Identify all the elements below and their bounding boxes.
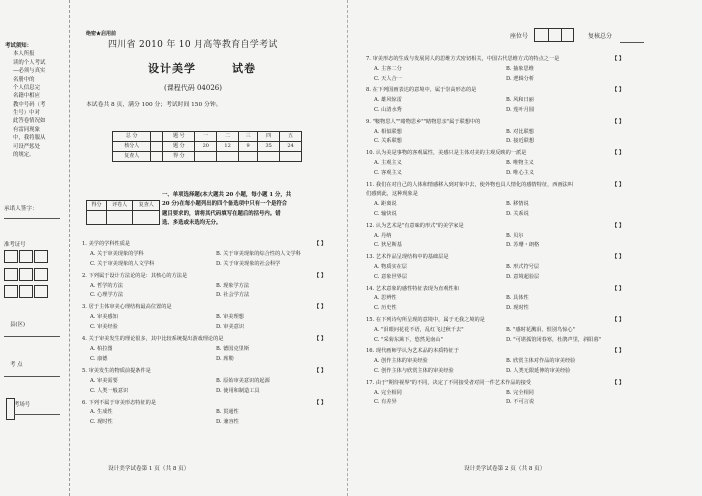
notice-line: 名籍中相应 [13, 93, 40, 100]
option-b[interactable]: B. 德国克里斯 [216, 345, 250, 352]
notice-line: 可设严惩处 [13, 143, 40, 150]
county-line[interactable] [4, 336, 60, 337]
option-c[interactable]: C. 康德 [90, 355, 108, 362]
cell: 20 [195, 142, 217, 152]
option-b[interactable]: B. 欣赏主体对作品的审美经验 [506, 358, 576, 365]
answer-bracket[interactable]: 【 】 [612, 87, 625, 94]
option-d[interactable]: D. 意境超验层 [506, 273, 540, 280]
option-b[interactable]: B. 具体性 [506, 295, 529, 302]
notice-line: 的规定。 [13, 151, 35, 158]
option-b[interactable]: B. 抽象思维 [506, 65, 534, 72]
option-b[interactable]: B. 完全相同 [506, 389, 534, 396]
venue-label: 考 点 [10, 362, 23, 368]
cell: 12 [217, 142, 239, 152]
option-c[interactable]: C. 意象世界层 [374, 273, 408, 280]
option-d[interactable]: D. 不可言说 [506, 399, 535, 406]
answer-bracket[interactable]: 【 】 [314, 336, 327, 343]
option-b[interactable]: B. 原始审美意识的起源 [216, 377, 270, 384]
page2-seat-label: 座位号 [510, 33, 529, 40]
answer-bracket[interactable]: 【 】 [612, 348, 625, 355]
answer-bracket[interactable]: 【 】 [612, 150, 625, 157]
cell: 复查人 [133, 201, 160, 211]
answer-bracket[interactable]: 【 】 [612, 118, 625, 125]
option-c[interactable]: C. 客观主义 [374, 169, 402, 176]
notice-line: 读的个人考试 [13, 59, 46, 66]
question-stem: 9. "鞍物思人""睹物思乡""睹物思亲"属于联想中的 [366, 118, 481, 125]
page2-footer: 设计美学试卷第 2 页（共 8 页） [464, 466, 546, 472]
option-d[interactable]: D. 席勒 [216, 355, 234, 362]
option-b[interactable]: B. 移情说 [506, 201, 529, 208]
notice-line: 中，我将服从 [13, 135, 46, 142]
cell: 24 [280, 142, 302, 152]
question-stem: 12. 认为艺术是"有意味的形式"的美学家是 [366, 222, 464, 229]
question-stem: 13. 艺术作品呈现结构中的基础层是 [366, 254, 449, 261]
option-a[interactable]: A. 完全相同 [374, 389, 402, 396]
answer-bracket[interactable]: 【 】 [612, 379, 625, 386]
option-b[interactable]: B. 审美理想 [216, 314, 244, 321]
question-stem: 10. 认为美是事物的客观属性，美感只是主体对美的主观反映的一派是 [366, 150, 527, 157]
option-c[interactable]: C. 现时性 [90, 419, 113, 426]
option-d[interactable]: D. 逻辑分析 [506, 75, 535, 82]
signature-line[interactable] [4, 218, 60, 219]
option-a[interactable]: A. 审美感知 [90, 314, 118, 321]
cell: 评卷人 [106, 201, 133, 211]
cell[interactable] [258, 152, 280, 162]
cell[interactable] [87, 211, 107, 225]
binding-sidebar [0, 0, 70, 496]
notice-lines [5, 50, 63, 159]
option-d[interactable]: D. 人类无限延伸的审美经验 [506, 367, 571, 374]
county-label: 县(区) [10, 322, 25, 328]
option-c[interactable]: C. 输快说 [374, 210, 397, 217]
question-stem: 8. 在下列国画表达的意境中，属于崇高形态的是 [366, 87, 477, 94]
seat-label: 考场号 [14, 402, 31, 408]
option-a[interactable]: A. 雄风惊雷 [374, 97, 402, 104]
exam-intro: 本试卷共 8 页，满分 100 分；考试时间 150 分钟。 [86, 102, 222, 108]
section-line: 20 分)在每小题列出的四个备选项中只有一个是符合 [162, 201, 288, 208]
option-d[interactable]: D. 兼容性 [216, 419, 239, 426]
notice-line: 个人信息完 [13, 84, 40, 91]
option-a[interactable]: A. 主客二分 [374, 65, 402, 72]
option-a[interactable]: A. 主观主义 [374, 159, 402, 166]
option-a[interactable]: A. 物质实在层 [374, 263, 407, 270]
cell: 35 [258, 142, 280, 152]
option-c[interactable]: C. 天人合一 [374, 75, 402, 82]
page2-reviewer-label: 复核总分 [588, 33, 613, 40]
section-line: 一、单项选择题(本大题共 20 小题，每小题 1 分，共 [162, 192, 292, 198]
cell: 核分人 [113, 142, 151, 152]
option-d[interactable]: D. 社会学方法 [216, 292, 250, 299]
option-a[interactable]: A. 柏拉图 [90, 345, 113, 352]
question-stem: 15. 在下列诗句所呈现的意境中，属于无我之境的是 [366, 317, 485, 323]
section-instructions [162, 191, 342, 229]
exam-notice [5, 42, 63, 159]
cell: 四 [258, 132, 280, 142]
answer-bracket[interactable]: 【 】 [314, 304, 327, 311]
question-stem: 4. 关于审美发生的理论很多，其中比较系统提出游戏理论的是 [82, 336, 224, 343]
option-d[interactable]: D. 莲叶月圆 [506, 106, 535, 113]
option-c[interactable]: C. 创作主体与欣赏主体的审美经验 [374, 367, 454, 374]
answer-bracket[interactable]: 【 】 [314, 399, 327, 406]
option-a[interactable]: A. "泪眼问花花不语，乱红飞过秋千去" [374, 326, 464, 333]
signature-label: 承诺人签字： [4, 206, 38, 212]
option-a[interactable]: A. 生成性 [90, 409, 113, 416]
cell: 题 号 [163, 132, 195, 142]
option-d[interactable]: D. 苏珊・朗格 [506, 242, 540, 249]
option-b[interactable]: B. 现象学方法 [216, 282, 250, 289]
cell[interactable] [239, 152, 258, 162]
answer-bracket[interactable]: 【 】 [314, 241, 327, 247]
option-d[interactable]: D. 唯心主义 [506, 169, 535, 176]
option-c[interactable]: C. 人类一般意识 [90, 387, 129, 394]
answer-bracket[interactable]: 【 】 [314, 272, 327, 279]
score-table [112, 131, 302, 162]
notice-line: 名册中的 [13, 76, 35, 83]
option-d[interactable]: D. 接近联想 [506, 138, 535, 145]
subject-title: 设计美学 [148, 62, 196, 75]
answer-bracket[interactable]: 【 】 [612, 285, 625, 292]
question-stem: 7. 审美形态的生成与发展同人的思维方式密切相关，中国古代思维方式的特点之一是 [366, 56, 560, 62]
paper-title: 试卷 [232, 62, 256, 75]
notice-line: 教中号码（考 [13, 101, 46, 108]
option-d[interactable]: D. 现时性 [506, 305, 529, 312]
question-stem: 17. 由于"期待视界"的不同，决定了不同接受者对同一件艺术作品的接受 [366, 379, 532, 386]
question-stem-cont: 们感到此，这种现象是 [366, 191, 418, 198]
venue-line[interactable] [4, 376, 60, 377]
cell[interactable] [217, 152, 239, 162]
option-b[interactable]: B. 贝尔 [506, 232, 524, 239]
option-a[interactable]: A. 审美需要 [90, 377, 118, 384]
option-c[interactable]: C. "采菊东篱下，悠然见南山" [374, 336, 443, 343]
course-code: (课程代码 04026) [164, 84, 222, 92]
section-line: 选、多选或未选均无分。 [162, 220, 222, 227]
seat-line[interactable] [14, 414, 60, 415]
cell: 二 [217, 132, 239, 142]
cell: 总 分 [113, 132, 151, 142]
cell[interactable] [133, 211, 160, 225]
option-a[interactable]: A. 丹纳 [374, 232, 392, 239]
cell: 三 [239, 132, 258, 142]
cell[interactable] [195, 152, 217, 162]
answer-bracket[interactable]: 【 】 [314, 367, 327, 374]
cell: 得 分 [163, 152, 195, 162]
notice-line: 生号）中对 [13, 110, 40, 116]
question-stem: 2. 下列属于设计方法论的是：其核心的方法是 [82, 272, 188, 279]
grader-table [86, 200, 160, 225]
question-stem: 5. 审美发生的物质前提条件是 [82, 367, 151, 374]
exam-no-label: 准考证号 [4, 242, 26, 248]
option-a[interactable]: A. 哲学的方法 [90, 282, 123, 289]
notice-line: 此答卷情况如 [13, 118, 46, 125]
option-a[interactable]: A. 创作主体的审美经验 [374, 358, 428, 365]
option-d[interactable]: D. 关于审美现象的社会科学 [216, 260, 281, 267]
option-b[interactable]: B. "感时花溅泪，恨别鸟惊心" [506, 326, 575, 333]
notice-line: —必须与真实 [13, 68, 46, 75]
option-c[interactable]: C. 有差异 [374, 399, 397, 406]
question-stem: 6. 下列不属于审美形态特征的是 [82, 399, 157, 406]
option-b[interactable]: B. 唯物主义 [506, 159, 534, 166]
exam-header: 四川省 2010 年 10 月高等教育自学考试 [108, 40, 278, 50]
question-stem: 16. 现代画师学认为艺术品的本质特征于 [366, 348, 459, 355]
option-b[interactable]: B. 形式符号层 [506, 263, 540, 270]
page2-reviewer-line[interactable] [620, 42, 644, 43]
option-b[interactable]: B. 关于审美现象的综合性的人文学科 [216, 250, 301, 257]
option-d[interactable]: D. 审美意识 [216, 324, 245, 331]
option-b[interactable]: B. 贯通性 [216, 409, 239, 416]
cell: 得分 [87, 201, 107, 211]
option-a[interactable]: A. 思辨性 [374, 295, 397, 302]
secret-mark: 绝密★启用前 [86, 31, 117, 37]
page-divider [347, 0, 348, 496]
cell: 一 [195, 132, 217, 142]
cell: 题 分 [163, 142, 195, 152]
notice-title: 考试须知： [5, 43, 32, 49]
option-c[interactable]: C. 关于审美现象的人文学科 [90, 260, 155, 267]
answer-bracket[interactable]: 【 】 [612, 317, 625, 323]
cell: 9 [239, 142, 258, 152]
question-stem: 1. 美学的学科性质是 [82, 241, 131, 247]
exam-no-boxes[interactable] [4, 250, 64, 301]
section-line: 题目要求的，请将其代码填写在题后的括号内。错 [162, 210, 281, 217]
answer-bracket[interactable]: 【 】 [612, 222, 625, 229]
question-stem: 3. 居于主体审美心理结构最高位置的是 [82, 304, 172, 311]
option-a[interactable]: A. 关于审美现象的学科 [90, 250, 144, 257]
option-c[interactable]: C. 山清水秀 [374, 106, 402, 113]
option-a[interactable]: A. 相似联想 [374, 128, 402, 135]
page1-footer: 设计美学试卷第 1 页（共 8 页） [108, 466, 190, 472]
question-stem: 14. 艺术意象的感性特征表现为直观性和 [366, 285, 459, 292]
option-d[interactable]: D. "可堪孤馆闭春寒，杜鹃声里，斜阳暮" [506, 336, 602, 343]
option-a[interactable]: A. 距离说 [374, 201, 397, 208]
option-d[interactable]: D. 关系说 [506, 210, 529, 217]
cell[interactable] [280, 152, 302, 162]
answer-bracket[interactable]: 【 】 [612, 254, 625, 261]
page2-seat-box[interactable] [534, 28, 574, 42]
cell[interactable] [106, 211, 133, 225]
question-stem: 11. 我们在对自己的人体和情感移入到对象中去，使外物也具人情化的感情特征，西画法叫 [366, 181, 574, 188]
answer-bracket[interactable]: 【 】 [612, 181, 625, 188]
notice-line: 本人所报 [13, 51, 35, 58]
cell: 复查人 [113, 152, 151, 162]
option-c[interactable]: C. 历史性 [374, 305, 397, 312]
option-b[interactable]: B. 风和日丽 [506, 97, 534, 104]
notice-line: 有雷同现象 [13, 126, 40, 133]
option-c[interactable]: C. 狄尼斯基 [374, 242, 402, 249]
option-b[interactable]: B. 对比联想 [506, 128, 534, 135]
option-c[interactable]: C. 心理学方法 [90, 292, 124, 299]
answer-bracket[interactable]: 【 】 [612, 56, 625, 62]
option-d[interactable]: D. 使用和制造工具 [216, 387, 260, 394]
cell: 五 [280, 132, 302, 142]
option-c[interactable]: C. 关系联想 [374, 138, 402, 145]
option-c[interactable]: C. 审美经验 [90, 324, 118, 331]
